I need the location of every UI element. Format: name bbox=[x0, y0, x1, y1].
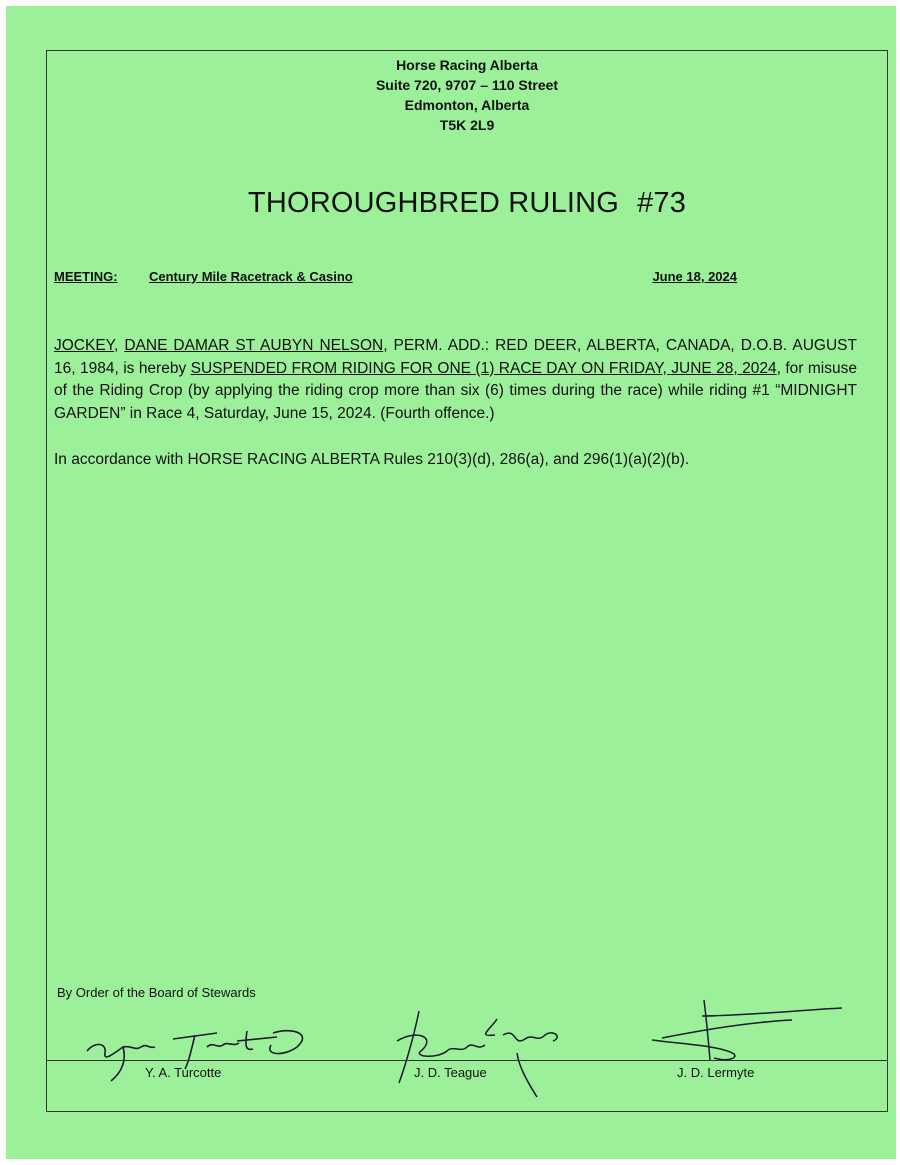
ruling-paragraph-1 bbox=[54, 335, 857, 425]
letterhead bbox=[47, 55, 887, 135]
document-frame bbox=[46, 50, 888, 1112]
signature-line bbox=[47, 1060, 887, 1061]
ruling-paragraph-2: In accordance with HORSE RACING ALBERTA Rules 210(3)(d), 286(a), and 296(1)(a)(2)(b). bbox=[54, 451, 690, 468]
org-name: Horse Racing Alberta bbox=[396, 57, 538, 73]
offence-details: , for misuse of the Riding Crop (by applying the riding crop more than six (6) times during the race) while riding #1 “MIDNIGHT GARDEN” in Race 4, Saturday, June 15, 2024. (Fourth offence.) bbox=[54, 359, 857, 422]
address-street: Suite 720, 9707 – 110 Street bbox=[375, 77, 559, 93]
steward-name-2: J. D. Teague bbox=[414, 1065, 487, 1080]
steward-name-3: J. D. Lermyte bbox=[677, 1065, 755, 1080]
steward-name-1: Y. A. Turcotte bbox=[145, 1065, 222, 1080]
document-sheet bbox=[6, 6, 896, 1159]
jockey-name: DANE DAMAR ST AUBYN NELSON bbox=[124, 337, 384, 354]
board-order: By Order of the Board of Stewards bbox=[57, 985, 256, 1000]
meeting-label: MEETING: bbox=[54, 269, 118, 284]
meeting-date: June 18, 2024 bbox=[652, 269, 737, 284]
signature-teague bbox=[377, 1001, 567, 1101]
meeting-venue: Century Mile Racetrack & Casino bbox=[149, 269, 353, 284]
penalty-text: SUSPENDED FROM RIDING FOR ONE (1) RACE DAY ON FRIDAY, JUNE 28, 2024 bbox=[190, 359, 777, 377]
address-postal: T5K 2L9 bbox=[439, 117, 495, 133]
ruling-title bbox=[47, 187, 887, 220]
text-separator: , bbox=[114, 337, 125, 354]
ruling-number: #73 bbox=[637, 187, 687, 219]
jockey-details: , PERM. ADD.: RED DEER, ALBERTA, CANADA, D.O.B. AUGUST 16, 1984, is hereby bbox=[54, 337, 857, 377]
ruling-body bbox=[54, 335, 857, 496]
address-city: Edmonton, Alberta bbox=[404, 97, 530, 113]
signature-lermyte bbox=[642, 996, 852, 1076]
jockey-label: JOCKEY bbox=[54, 337, 115, 354]
ruling-title-text: THOROUGHBRED RULING bbox=[247, 187, 620, 219]
